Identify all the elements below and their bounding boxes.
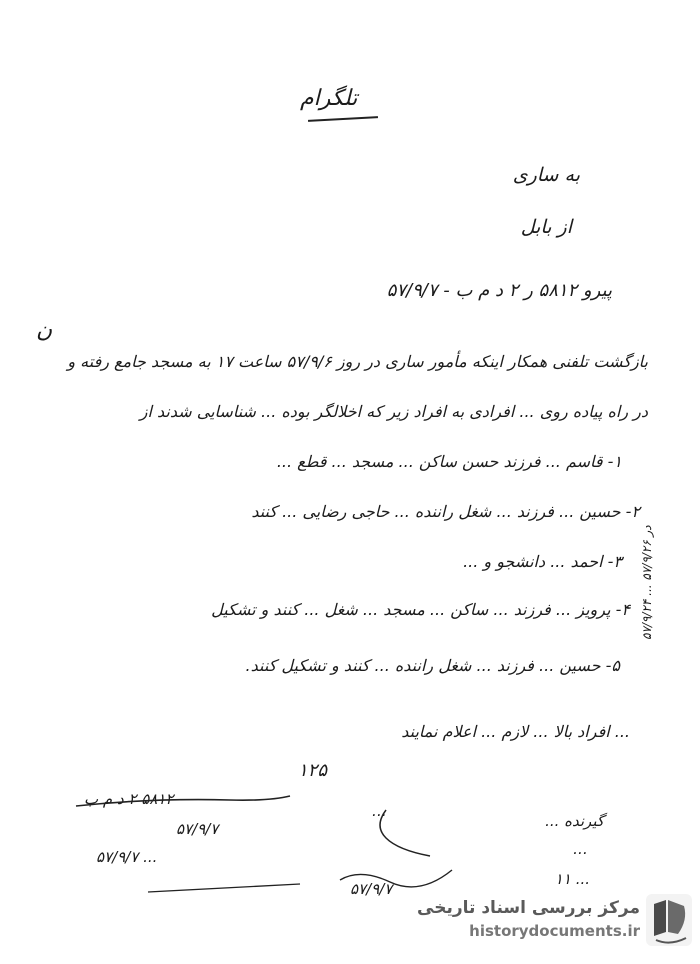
signature-right-3: ... ۱۱ xyxy=(554,870,590,888)
body-line: ... افراد بالا ... لازم ... اعلام نمایند xyxy=(401,722,630,741)
signature-ref: ۵۸۱۲ ۲ د م ب xyxy=(84,790,174,808)
list-item: ۳- احمد ... دانشجو و ... xyxy=(463,552,622,571)
signature-center: ... xyxy=(372,802,387,820)
body-line: در راه پیاده روی ... افرادی به افراد زیر که اخلالگر بوده ... شناسایی شدند از xyxy=(139,402,648,421)
watermark-url: historydocuments.ir xyxy=(469,922,640,940)
list-item: ۱- قاسم ... فرزند حسن ساکن ... مسجد ... قطع ... xyxy=(276,452,622,471)
signature-date: ۵۷/۹/۷ xyxy=(176,820,219,838)
body-line: بازگشت تلفنی همکار اینکه مأمور ساری در روز ۵۷/۹/۶ ساعت ۱۷ به مسجد جامع رفته و xyxy=(67,352,648,371)
archive-logo-icon xyxy=(644,892,694,948)
document-title: تلگرام xyxy=(300,86,358,111)
signature-right-2: ... xyxy=(573,840,588,858)
sender-line: از بابل xyxy=(520,216,572,238)
signature-center-date: ۵۷/۹/۷ xyxy=(350,880,393,898)
margin-note: در ۵۷/۹/۲۶ ... ۵۷/۹/۲۴ xyxy=(640,525,654,640)
reference-line: پیرو ۵۸۱۲ ر ۲ د م ب - ۵۷/۹/۷ xyxy=(386,280,612,301)
signature-right-1: گیرنده ... xyxy=(545,812,604,830)
watermark-title: مرکز بررسی اسناد تاریخی xyxy=(417,898,640,918)
recipient-line: به ساری xyxy=(512,164,580,186)
watermark xyxy=(408,888,698,952)
list-item: ۵- حسین ... فرزند ... شغل راننده ... کنند و تشکیل کنند. xyxy=(245,656,620,675)
handwritten-mark: ن xyxy=(36,318,53,343)
list-item: ۲- حسین ... فرزند ... شغل راننده ... حاجی رضایی ... کنند xyxy=(251,502,640,521)
handwritten-number: ۱۲۵ xyxy=(298,760,328,781)
list-item: ۴- پرویز ... فرزند ... ساکن ... مسجد ... شغل ... کنند و تشکیل xyxy=(211,600,630,619)
signature-note: ... ۵۷/۹/۷ xyxy=(96,848,158,866)
